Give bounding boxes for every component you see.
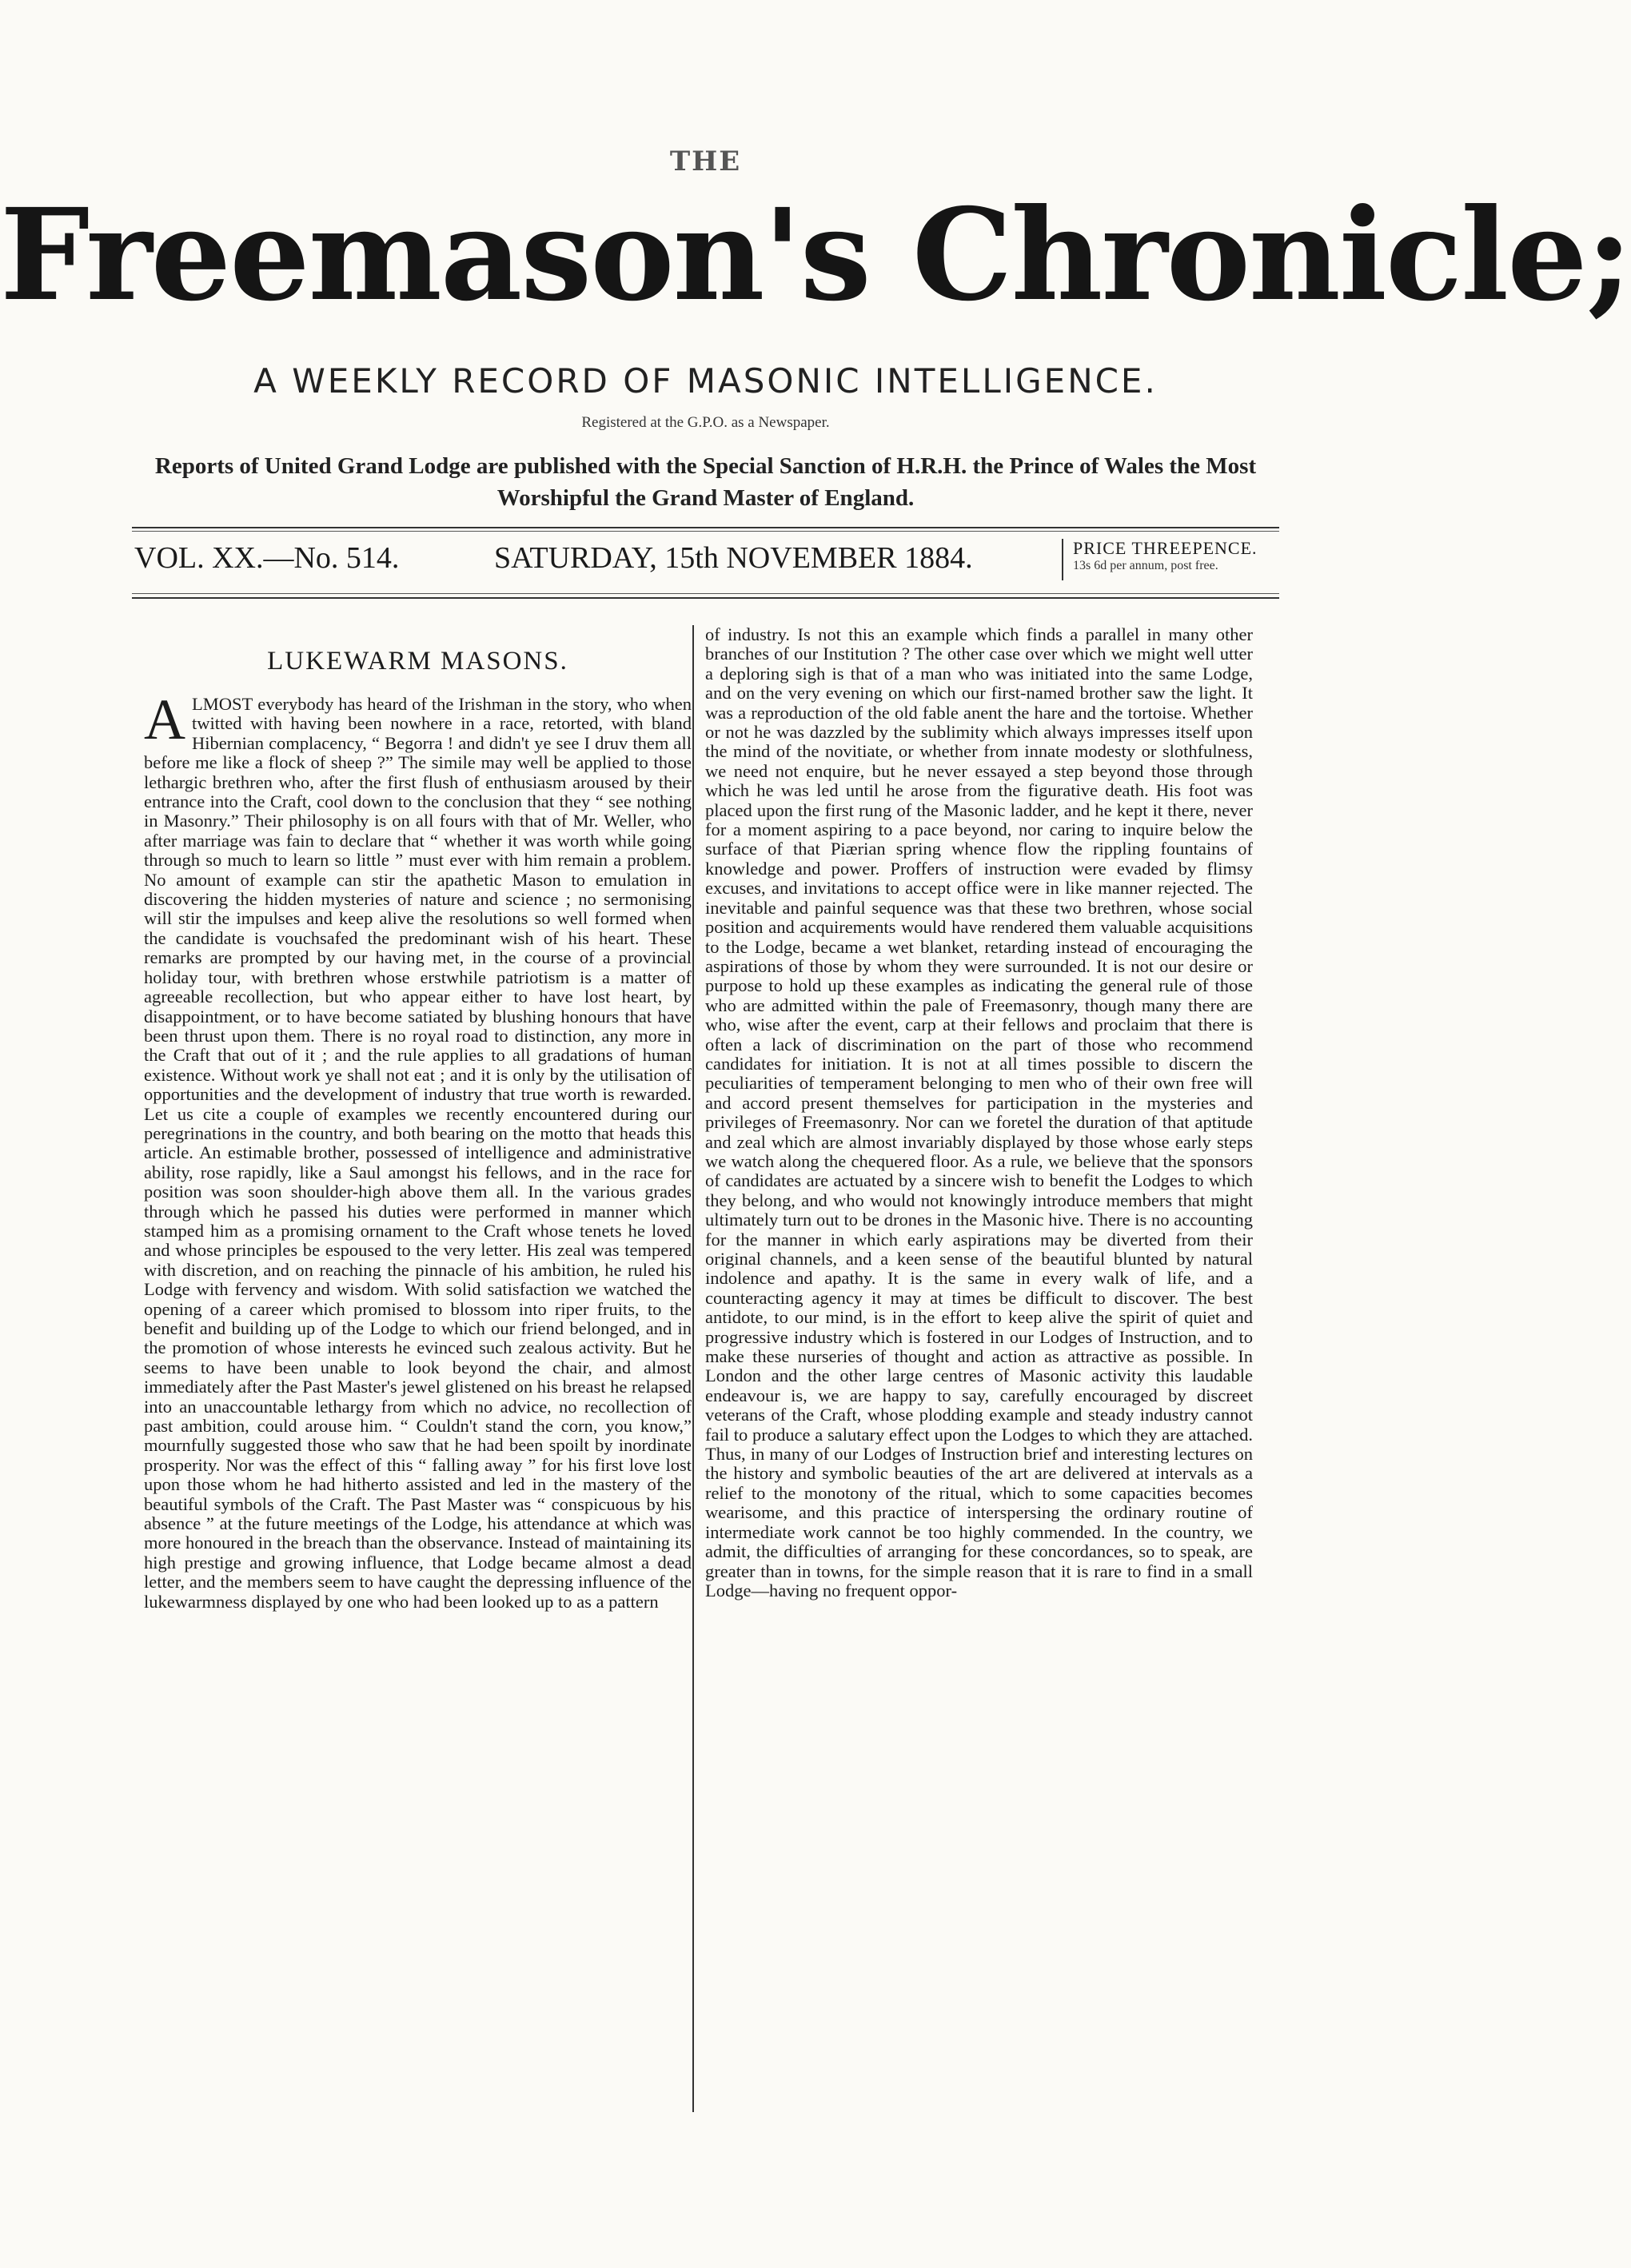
header-rule-top-thin: [132, 531, 1279, 532]
article-text-left: everybody has heard of the Irishman in the story, who when twitted with having been nowhere in a race, retorted, with bland Hibernian complacency, “ Begorra ! and didn't ye see I druv them all before me like a flock of sheep ?” The simile may well be applied to those lethargic brethren who, after the first flush of enthusiasm aroused by their entrance into the Craft, cool down to the conclusion that they “ see nothing in Masonry.” Their philosophy is on all fours with that of Mr. Weller, who after marriage was fain to declare that “ whether it was worth while going through so much to learn so little ” must ever with him remain a problem. No amount of example can stir the apathetic Mason to emulation in discovering the hidden mysteries of nature and science ; no sermonising will stir the impulses and keep alive the resolutions so well formed when the candidate is vouchsafed the predominant wish of his heart. These remarks are prompted by our having met, in the course of a provincial holiday tour, with brethren whose erstwhile patriotism is a matter of agreeable recollection, but who appear either to have lost heart, by disappointment, or to have become satiated by blushing honours that have been thrust upon them. There is no royal road to distinction, any more in the Craft that out of it ; and the rule applies to all gradations of human existence. Without work ye shall not eat ; and it is only by the utilisation of opportunities and the development of industry that true worth is rewarded. Let us cite a couple of examples we recently encountered during our peregrinations in the country, and both bearing on the motto that heads this article. An estimable brother, possessed of intelligence and administrative ability, rose rapidly, like a Saul amongst his fellows, and in the race for position was soon shoulder-high above them all. In the various grades through which he passed his duties were performed in manner which stamped him as a promising ornament to the Craft whose tenets he loved and whose principles be espoused to the very letter. His zeal was tempered with discretion, and on reaching the pinnacle of his ambition, he ruled his Lodge with fervency and wisdom. With solid satisfaction we watched the opening of a career which promised to blossom into riper fruits, to the benefit and building up of the Lodge to which our friend belonged, and in the promotion of whose interests he evinced such zealous activity. But he seems to have been unable to look beyond the chair, and almost immediately after the Past Master's jewel glistened on his breast he relapsed into an unaccountable lethargy from which no advice, no recollection of past ambition, could arouse him. “ Couldn't stand the corn, you know,” mournfully suggested those who saw that he had been spoilt by inordinate prosperity. Nor was the effect of this “ falling away ” for his first love lost upon those whom he had hitherto assisted and led in the mastery of the beautiful symbols of the Craft. The Past Master was “ conspicuous by his absence ” at the future meetings of the Lodge, his attendance at which was more honoured in the breach than the observance. Instead of maintaining its high prestige and growing influence, that Lodge became almost a dead letter, and the members seem to have caught the depressing influence of the lukewarmness displayed by one who had been looked up to as a pattern: [144, 694, 692, 1612]
price-box: [1062, 539, 1278, 580]
article-text-right: of industry. Is not this an example which finds a parallel in many other branches of our Institution ? The other case over which we might well utter a deploring sigh is that of a man who was initiated into the same Lodge, and on the very evening on which our first-named brother saw the light. It was a reproduction of the old fable anent the hare and the tortoise. Whether or not he was dazzled by the sublimity which always impresses itself upon the mind of the novitiate, or whether from innate modesty or slothfulness, we need not enquire, but he never essayed a step beyond those through which he was led until he arose from the figurative death. His foot was placed upon the first rung of the Masonic ladder, and he kept it there, never for a moment aspiring to a pace beyond, nor caring to inquire below the surface of that Piærian spring whence flow the rippling fountains of knowledge and power. Proffers of instruction were evaded by flimsy excuses, and invitations to accept office were in like manner rejected. The inevitable and painful sequence was that these two brethren, whose social position and acquirements would have rendered them valuable acquisitions to the Lodge, became a wet blanket, retarding instead of encouraging the aspirations of those by whom they were surrounded. It is not our desire or purpose to hold up these examples as indicating the general rule of those who are admitted within the pale of Freemasonry, though many there are who, wise after the event, carp at their fellows and proclaim that there is often a lack of discrimination on the part of those who recommend candidates for initiation. It is not at all times possible to discern the peculiarities of temperament belonging to men who of their own free will and accord present themselves for participation in the mysteries and privileges of Freemasonry. Nor can we foretel the duration of that aptitude and zeal which are almost invariably displayed by those whose early steps we watch along the chequered floor. As a rule, we believe that the sponsors of candidates are actuated by a sincere wish to benefit the Lodges to which they belong, and who would not knowingly introduce members that might ultimately turn out to be drones in the Masonic hive. There is no accounting for the manner in which early aspirations may be diverted from their original channels, and a keen sense of the beautiful blunted by natural indolence and apathy. It is the same in every walk of life, and a counteracting agency it may at times be difficult to discover. The best antidote, to our mind, is in the effort to keep alive the spirit of quiet and progressive industry which is fostered in our Lodges of Instruction, and to make these nurseries of thought and action as attractive as possible. In London and the other large centres of Masonic activity this laudable endeavour is, we are happy to say, carefully encouraged by discreet veterans of the Craft, whose plodding example and steady industry cannot fail to produce a salutary effect upon the Lodges to which they are attached. Thus, in many of our Lodges of Instruction brief and interesting lectures on the history and symbolic beauties of the art are delivered at intervals as a relief to the monotony of the ritual, which to some capacities becomes wearisome, and this practice of interspersing the ordinary routine of intermediate work cannot be too highly commended. In the country, we admit, the difficulties of arranging for these concordances, so to speak, are greater than in towns, for the simple reason that it is rare to find in a small Lodge—having no frequent oppor-: [705, 624, 1253, 1600]
issue-date: SATURDAY, 15th NOVEMBER 1884.: [494, 541, 973, 575]
annual-price: 13s 6d per annum, post free.: [1073, 559, 1218, 572]
masthead-the: THE: [669, 145, 742, 177]
price: PRICE THREEPENCE.: [1073, 538, 1258, 558]
article-column-right: [705, 625, 1253, 2120]
opening-word: LMOST: [192, 694, 253, 714]
header-rule-bottom-thin: [132, 593, 1279, 594]
header-rule-bottom: [132, 597, 1279, 599]
masthead-subtitle: A WEEKLY RECORD OF MASONIC INTELLIGENCE.: [253, 361, 1158, 401]
reports-notice: Reports of United Grand Lodge are published with the Special Sanction of H.R.H. the Prince of Wales the Most Worshipful the Grand Master of England.: [154, 453, 1257, 511]
volume-number: VOL. XX.—No. 514.: [134, 541, 400, 575]
registration-notice: Registered at the G.P.O. as a Newspaper.: [581, 414, 830, 431]
masthead-title: Freemason's Chronicle;: [0, 181, 1631, 329]
issue-line: [134, 537, 1278, 585]
drop-cap: A: [144, 688, 185, 751]
column-divider: [692, 625, 694, 2112]
article-body-left: [144, 688, 692, 1612]
article-column-left: [144, 625, 692, 2120]
article-title: LUKEWARM MASONS.: [267, 647, 568, 676]
header-rule-top: [132, 527, 1279, 528]
